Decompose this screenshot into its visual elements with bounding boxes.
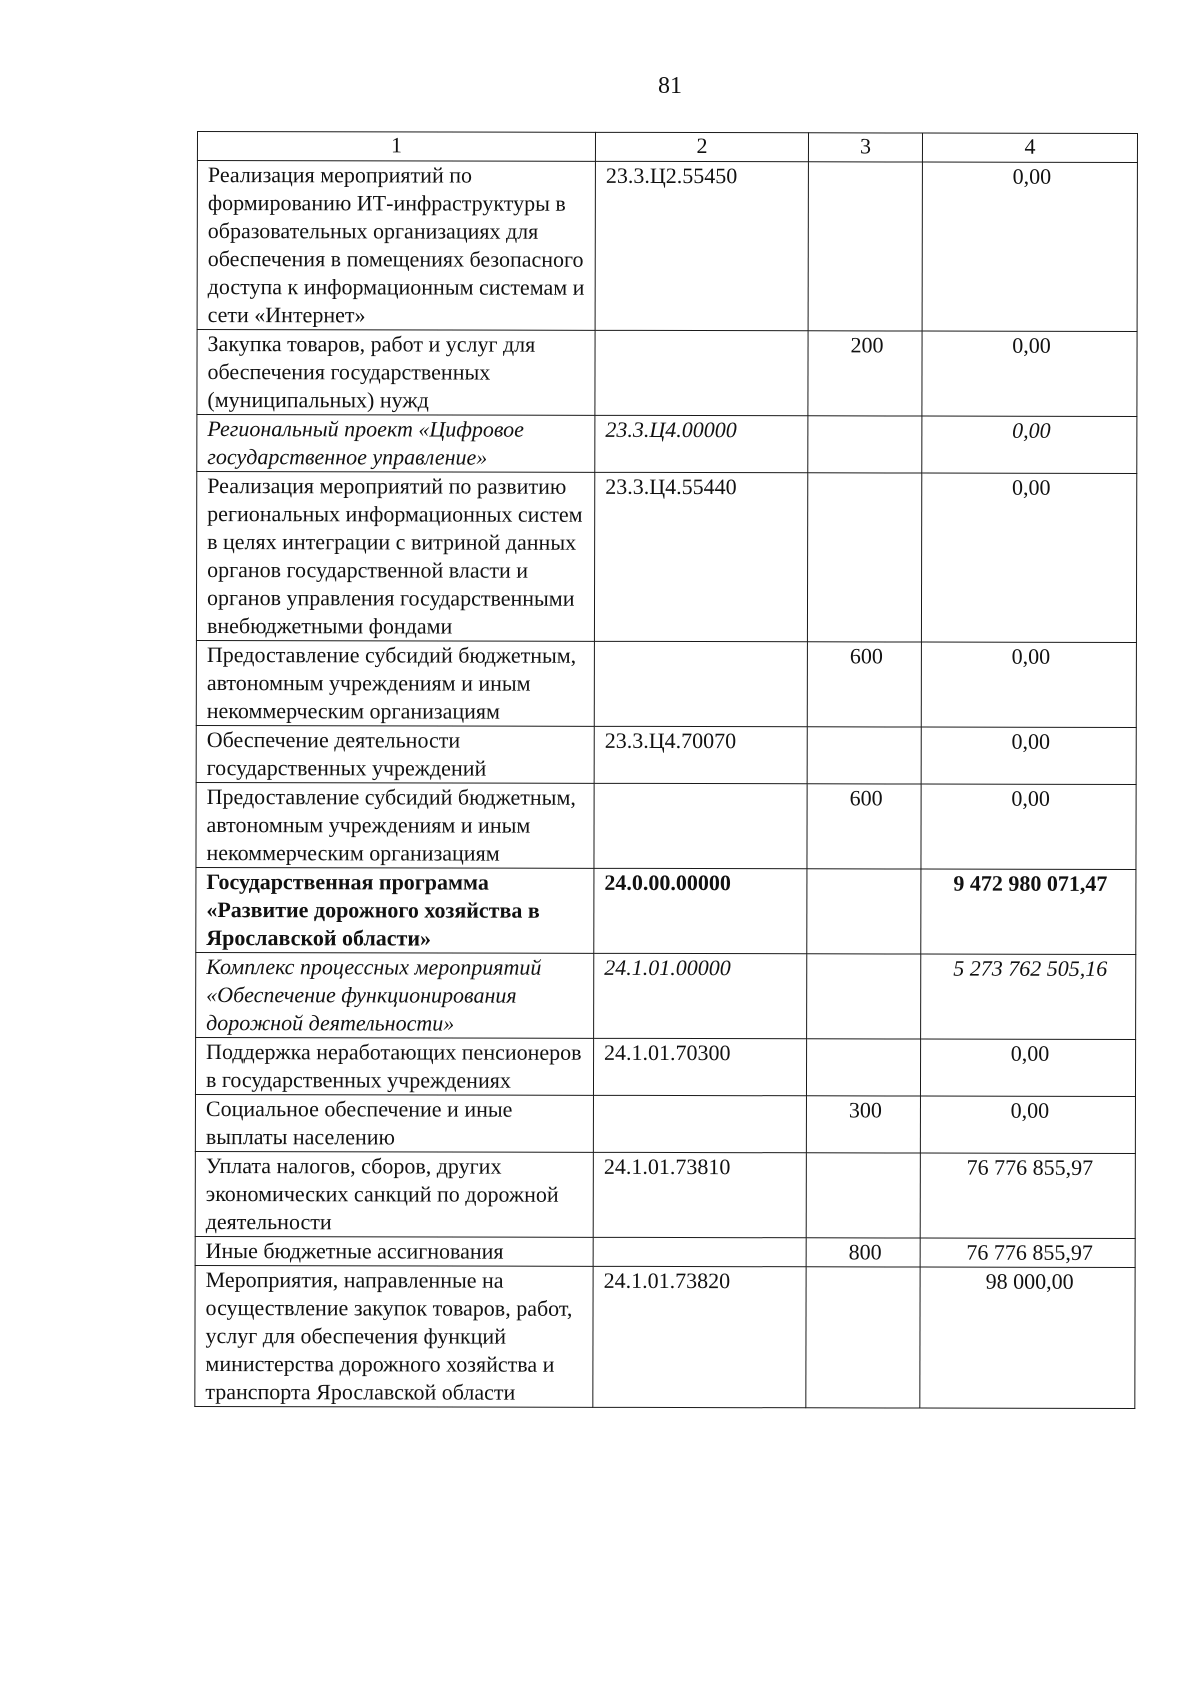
- table-row: [196, 782, 1136, 869]
- row-expense-type: [808, 416, 922, 473]
- row-name: Предоставление субсидий бюджетным, автономным учреждениям и иным некоммерческим организациям: [196, 640, 594, 726]
- row-amount: 0,00: [921, 473, 1136, 642]
- row-amount: 0,00: [922, 162, 1137, 331]
- table-row: [196, 640, 1136, 727]
- row-name: Уплата налогов, сборов, других экономических санкций по дорожной деятельности: [195, 1151, 593, 1237]
- page-number: 81: [658, 73, 682, 99]
- row-name: Предоставление субсидий бюджетным, автономным учреждениям и иным некоммерческим организациям: [196, 782, 594, 868]
- table-row: [195, 1265, 1135, 1408]
- row-expense-type: 600: [807, 784, 921, 869]
- row-amount: 0,00: [921, 784, 1136, 869]
- row-code: [594, 641, 807, 726]
- row-amount: 0,00: [920, 1096, 1135, 1153]
- row-code: 24.1.01.73810: [593, 1152, 806, 1237]
- table-row: [197, 415, 1137, 474]
- row-expense-type: [807, 954, 921, 1039]
- row-name: Комплекс процессных мероприятий «Обеспечение функционирования дорожной деятельности»: [196, 952, 594, 1038]
- row-code: [593, 1237, 806, 1266]
- table-row: [195, 1236, 1135, 1267]
- row-code: 24.1.01.73820: [593, 1266, 806, 1407]
- budget-table: [194, 131, 1138, 1409]
- row-amount: 76 776 855,97: [920, 1238, 1135, 1267]
- row-code: [594, 783, 807, 868]
- row-expense-type: [807, 869, 921, 954]
- row-amount: 76 776 855,97: [920, 1153, 1135, 1238]
- row-code: 23.3.Ц2.55450: [595, 161, 808, 330]
- row-code: [593, 1095, 806, 1152]
- row-expense-type: [806, 1267, 920, 1408]
- column-header-type: 3: [808, 133, 922, 162]
- column-header-code: 2: [595, 132, 808, 161]
- column-header-name: 1: [197, 132, 595, 162]
- row-amount: 0,00: [922, 416, 1137, 473]
- table-row: [196, 472, 1136, 643]
- row-amount: 0,00: [921, 642, 1136, 727]
- row-expense-type: [806, 1153, 920, 1238]
- table-row: [197, 330, 1137, 417]
- table-row: [196, 952, 1136, 1039]
- row-amount: 0,00: [920, 1039, 1135, 1096]
- table-row: [196, 867, 1136, 954]
- row-code: [595, 330, 808, 415]
- row-code: 23.3.Ц4.00000: [595, 415, 808, 472]
- row-name: Региональный проект «Цифровое государственное управление»: [197, 415, 595, 473]
- row-code: 23.3.Ц4.70070: [594, 726, 807, 783]
- row-name: Обеспечение деятельности государственных учреждений: [196, 725, 594, 783]
- table-row: [196, 725, 1136, 784]
- row-expense-type: 300: [806, 1096, 920, 1153]
- row-code: 24.0.00.00000: [594, 868, 807, 953]
- row-expense-type: 600: [807, 642, 921, 727]
- row-expense-type: 800: [806, 1238, 920, 1267]
- row-name: Государственная программа «Развитие дорожного хозяйства в Ярославской области»: [196, 867, 594, 953]
- table-row: [195, 1037, 1135, 1096]
- row-amount: 5 273 762 505,16: [921, 954, 1136, 1039]
- row-name: Мероприятия, направленные на осуществление закупок товаров, работ, услуг для обеспечения функций министерства дорожного хозяйства и транспорта Ярославской области: [195, 1265, 593, 1407]
- row-name: Поддержка неработающих пенсионеров в государственных учреждениях: [195, 1037, 593, 1095]
- row-expense-type: [807, 473, 921, 642]
- column-header-amount: 4: [922, 133, 1137, 162]
- table-row: [197, 161, 1137, 332]
- row-amount: 0,00: [922, 331, 1137, 416]
- table-header-row: [197, 132, 1137, 163]
- row-expense-type: [807, 727, 921, 784]
- row-name: Иные бюджетные ассигнования: [195, 1236, 593, 1266]
- row-code: 24.1.01.70300: [593, 1038, 806, 1095]
- row-code: 23.3.Ц4.55440: [594, 472, 807, 641]
- row-amount: 0,00: [921, 727, 1136, 784]
- row-amount: 9 472 980 071,47: [921, 869, 1136, 954]
- row-name: Закупка товаров, работ и услуг для обеспечения государственных (муниципальных) нужд: [197, 330, 595, 416]
- row-name: Социальное обеспечение и иные выплаты населению: [195, 1094, 593, 1152]
- row-expense-type: [808, 162, 922, 331]
- row-name: Реализация мероприятий по формированию ИТ-инфраструктуры в образовательных организациях для обеспечения в помещениях безопасного доступа к информационным системам и сети «Интернет»: [197, 161, 595, 331]
- table-row: [195, 1151, 1135, 1238]
- table-row: [195, 1094, 1135, 1153]
- row-amount: 98 000,00: [920, 1267, 1135, 1408]
- row-name: Реализация мероприятий по развитию региональных информационных систем в целях интеграции с витриной данных органов государственной власти и органов управления государственными внебюджетными фондами: [196, 472, 594, 642]
- row-expense-type: 200: [808, 331, 922, 416]
- row-code: 24.1.01.00000: [594, 953, 807, 1038]
- row-expense-type: [806, 1039, 920, 1096]
